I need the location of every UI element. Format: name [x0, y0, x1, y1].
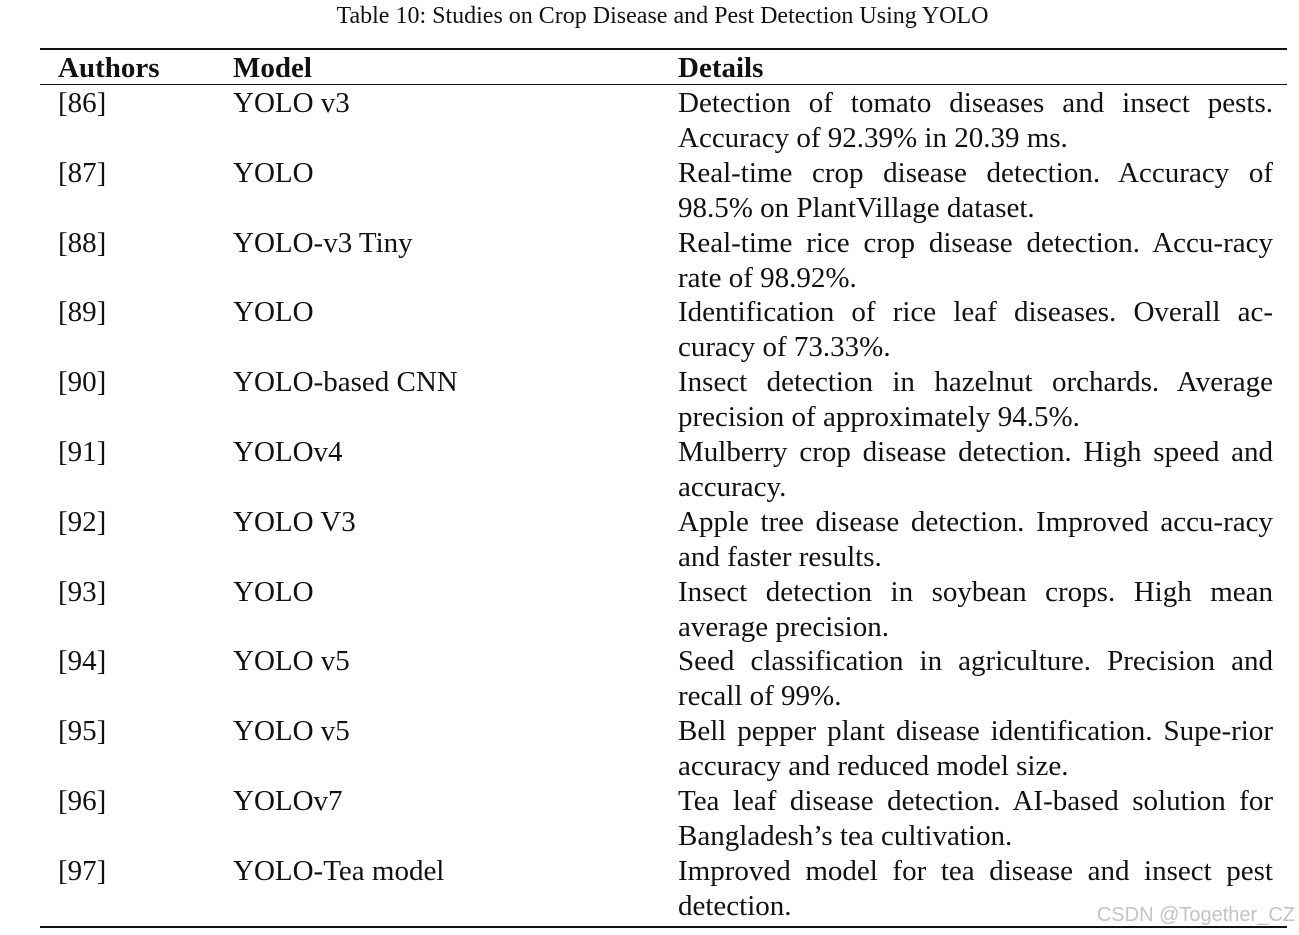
cell-details: Real-time rice crop disease detection. Accu-racy rate of 98.92%.	[678, 226, 1273, 294]
table-row	[0, 784, 1299, 854]
cell-details: Insect detection in hazelnut orchards. Average precision of approximately 94.5%.	[678, 366, 1273, 434]
header-details: Details	[678, 52, 764, 84]
cell-model: YOLO v3	[233, 87, 350, 119]
cell-model: YOLO v5	[233, 715, 350, 748]
cell-ref: [92]	[58, 505, 107, 538]
table-row	[0, 156, 1299, 226]
table-row	[0, 365, 1299, 435]
cell-ref: [93]	[58, 575, 107, 608]
watermark: CSDN @Together_CZ	[1096, 904, 1295, 926]
cell-details: Identification of rice leaf diseases. Overall ac-curacy of 73.33%.	[678, 296, 1273, 364]
cell-ref: [90]	[58, 366, 107, 399]
cell-ref: [95]	[58, 715, 107, 748]
cell-model: YOLO	[233, 156, 314, 189]
table-header-rule	[40, 84, 1287, 85]
cell-ref: [96]	[58, 784, 107, 817]
cell-details: Insect detection in soybean crops. High mean average precision.	[678, 575, 1273, 643]
table-row	[0, 644, 1299, 714]
cell-ref: [86]	[58, 87, 107, 119]
cell-ref: [91]	[58, 435, 107, 468]
cell-ref: [94]	[58, 645, 107, 678]
table-row	[0, 226, 1299, 296]
cell-ref: [97]	[58, 854, 107, 887]
cell-model: YOLO	[233, 296, 314, 329]
cell-ref: [88]	[58, 226, 107, 259]
cell-details: Mulberry crop disease detection. High speed and accuracy.	[678, 435, 1273, 503]
header-authors: Authors	[58, 52, 160, 84]
cell-model: YOLO-v3 Tiny	[233, 226, 413, 259]
table-caption: Table 10: Studies on Crop Disease and Pest Detection Using YOLO	[336, 3, 989, 29]
table-header-row	[0, 51, 1299, 85]
cell-ref: [87]	[58, 156, 107, 189]
cell-model: YOLO-Tea model	[233, 854, 445, 887]
cell-model: YOLOv7	[233, 784, 343, 817]
cell-details: Real-time crop disease detection. Accuracy of 98.5% on PlantVillage dataset.	[678, 156, 1273, 224]
cell-model: YOLO V3	[233, 505, 356, 538]
table-body	[0, 86, 1299, 924]
cell-model: YOLO-based CNN	[233, 366, 458, 399]
table-row	[0, 295, 1299, 365]
table-row	[0, 575, 1299, 645]
cell-model: YOLOv4	[233, 435, 343, 468]
header-model: Model	[233, 52, 312, 84]
cell-model: YOLO v5	[233, 645, 350, 678]
table-row	[0, 86, 1299, 156]
cell-details: Seed classification in agriculture. Precision and recall of 99%.	[678, 645, 1273, 713]
table-row	[0, 435, 1299, 505]
cell-details: Improved model for tea disease and insect pest detection.	[678, 854, 1273, 922]
table-row	[0, 505, 1299, 575]
cell-details: Tea leaf disease detection. AI-based solution for Bangladesh’s tea cultivation.	[678, 784, 1273, 852]
table-top-rule	[40, 48, 1287, 50]
table-row	[0, 714, 1299, 784]
cell-ref: [89]	[58, 296, 107, 329]
cell-details: Apple tree disease detection. Improved accu-racy and faster results.	[678, 505, 1273, 573]
cell-details: Bell pepper plant disease identification. Supe-rior accuracy and reduced model size.	[678, 715, 1273, 783]
cell-model: YOLO	[233, 575, 314, 608]
cell-details: Detection of tomato diseases and insect pests. Accuracy of 92.39% in 20.39 ms.	[678, 87, 1273, 154]
